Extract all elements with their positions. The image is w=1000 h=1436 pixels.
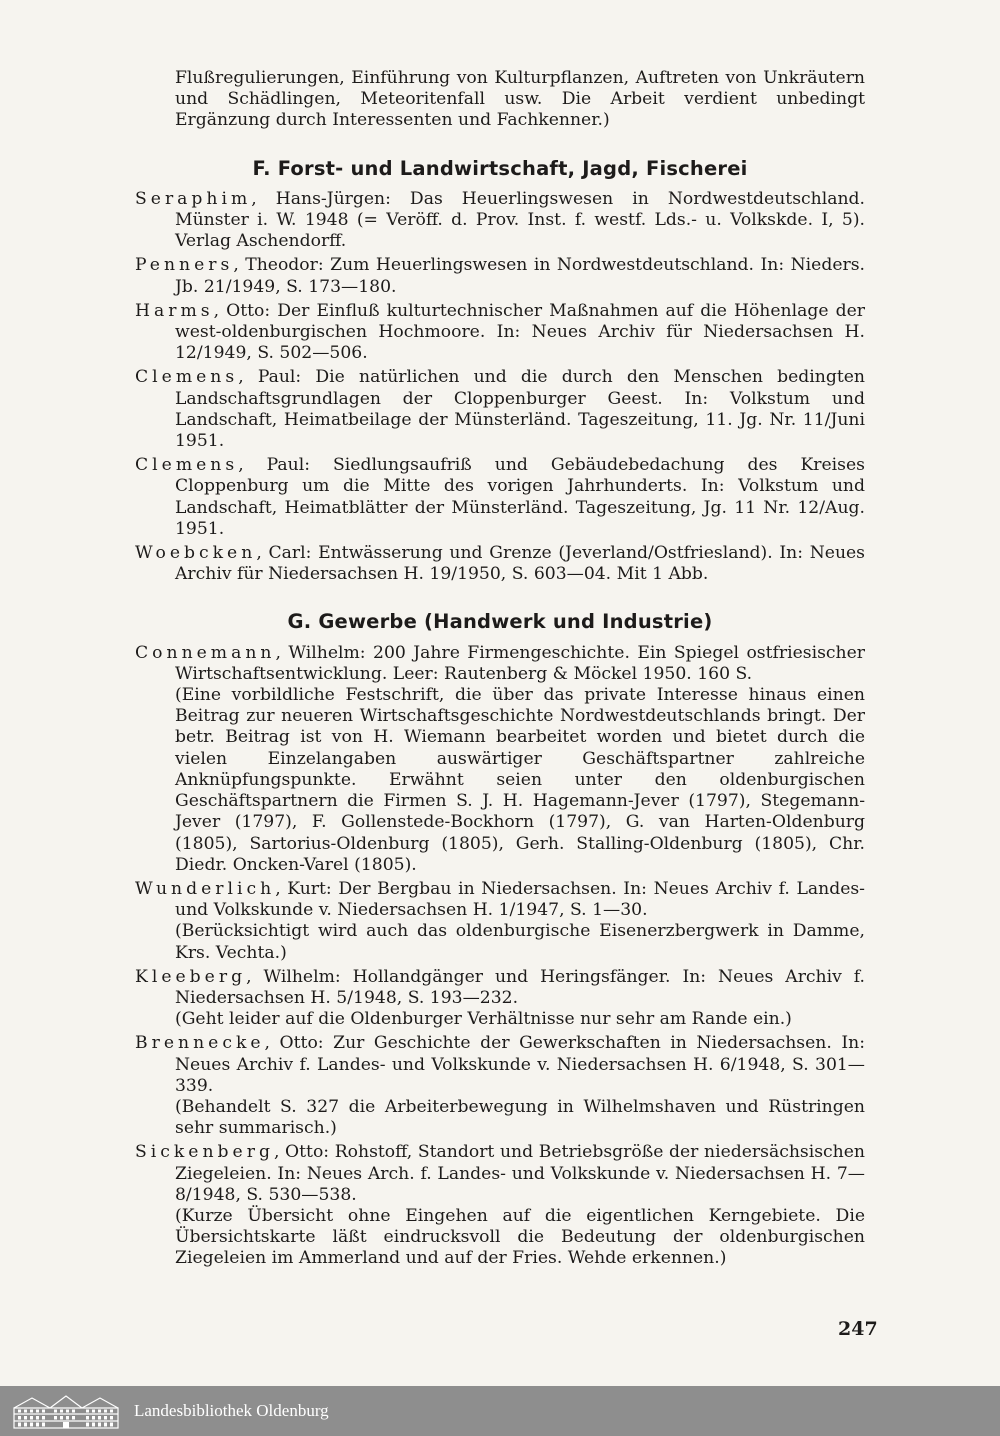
entry-text: , Hans-Jürgen: Das Heuerlingswesen in Nordwestdeutschland. Münster i. W. 1948 (= Veröff. d. Prov. Inst. f. westf. Lds.- u. Volkskde. I, 5). Verlag Aschendorff. [175,188,865,252]
intro-paragraph: Flußregulierungen, Einführung von Kulturpflanzen, Auftreten von Unkräutern und Schädlingen, Meteoritenfall usw. Die Arbeit verdient unbedingt Ergänzung durch Interessenten und Fachkenner.) [175,68,865,131]
bib-entry [135,189,865,253]
bib-entry [135,367,865,452]
bib-entry [135,1142,865,1206]
library-name: Landesbibliothek Oldenburg [134,1401,329,1420]
bib-entry-group [135,643,865,876]
library-building-icon [10,1392,122,1430]
entry-note: (Geht leider auf die Oldenburger Verhältnisse nur sehr am Rande ein.) [175,1009,792,1030]
bib-entry-group [135,967,865,1031]
bib-entry [135,255,865,297]
entry-text: , Wilhelm: Hollandgänger und Heringsfänger. In: Neues Archiv f. Niedersachsen H. 5/1948, S. 193—232. [175,966,865,1008]
page-number: 247 [838,1318,878,1340]
entry-author: Wunderlich [135,878,276,899]
entry-text: , Otto: Zur Geschichte der Gewerkschaften in Niedersachsen. In: Neues Archiv f. Landes- und Volkskunde v. Niedersachsen H. 6/1948, S. 301—339. [175,1033,865,1096]
bib-entry [135,643,865,685]
entry-author: Clemens [135,367,239,388]
section-f-heading: F. Forst- und Landwirtschaft, Jagd, Fischerei [252,156,748,180]
bib-entry [135,301,865,365]
entry-author: Sickenberg [135,1142,274,1163]
bib-entry [135,967,865,1009]
bib-entry-group [135,1142,865,1269]
bib-entry-group [135,879,865,964]
library-footer [0,1386,1000,1436]
section-g-heading: G. Gewerbe (Handwerk und Industrie) [287,610,713,634]
entry-author: Penners [135,255,234,276]
bib-entry [135,543,865,585]
bib-entry [135,455,865,540]
entry-text: , Kurt: Der Bergbau in Niedersachsen. In: Neues Archiv f. Landes- und Volkskunde v. Niedersachsen H. 1/1947, S. 1—30. [175,878,865,921]
entry-text: , Paul: Die natürlichen und die durch den Menschen bedingten Landschaftsgrundlagen der Cloppenburger Geest. In: Volkstum und Landschaft, Heimatbeilage der Münsterländ. Tageszeitung, 11. Jg. Nr. 11/Juni 1951. [175,367,865,452]
entry-text: , Otto: Der Einfluß kulturtechnischer Maßnahmen auf die Höhenlage der west-oldenburgischen Hochmoore. In: Neues Archiv für Niedersachsen H. 12/1949, S. 502—506. [175,300,865,364]
entry-text: , Paul: Siedlungsaufriß und Gebäudebedachung des Kreises Cloppenburg um die Mitte des vorigen Jahrhunderts. In: Volkstum und Landschaft, Heimatblätter der Münsterländ. Tageszeitung, Jg. 11 Nr. 12/Aug. 1951. [175,455,865,539]
entry-author: Kleeberg [135,966,247,987]
entry-text: , Carl: Entwässerung und Grenze (Jeverland/Ostfriesland). In: Neues Archiv für Niedersachsen H. 19/1950, S. 603—04. Mit 1 Abb. [175,543,865,585]
bib-entry-group [135,1033,865,1139]
bib-entry [135,879,865,921]
entry-note: (Eine vorbildliche Festschrift, die über das private Interesse hinaus einen Beitrag zur neueren Wirtschaftsgeschichte Nordwestdeutschlands bringt. Der betr. Beitrag ist von H. Wiemann bearbeitet worden und bietet durch die vielen Einzelangaben auswärtiger Geschäftspartner zahlreiche Anknüpfungspunkte. Erwähnt seien unter den oldenburgischen Geschäftspartnern die Firmen S. J. H. Hagemann-Jever (1797), Stegemann-Jever (1797), F. Gollenstede-Bockhorn (1797), G. van Harten-Oldenburg (1805), Sartorius-Oldenburg (1805), Gerh. Stalling-Oldenburg (1805), Chr. Diedr. Oncken-Varel (1805). [175,685,865,875]
bib-entry [135,1033,865,1097]
entry-author: Harms [135,300,214,321]
entry-author: Woebcken [135,543,257,564]
entry-text: , Wilhelm: 200 Jahre Firmengeschichte. Ein Spiegel ostfriesischer Wirtschaftsentwicklung. Leer: Rautenberg & Möckel 1950. 160 S. [175,642,865,684]
entry-author: Seraphim [135,188,252,209]
entry-author: Clemens [135,455,239,476]
page-content [135,68,865,1273]
entry-text: , Otto: Rohstoff, Standort und Betriebsgröße der niedersächsischen Ziegeleien. In: Neues Arch. f. Landes- und Volkskunde v. Niedersachsen H. 7—8/1948, S. 530—538. [175,1142,865,1205]
entry-note: (Berücksichtigt wird auch das oldenburgische Eisenerzbergwerk in Damme, Krs. Vechta.) [175,921,865,963]
entry-note: (Behandelt S. 327 die Arbeiterbewegung in Wilhelmshaven und Rüstringen sehr summarisch.) [175,1096,865,1139]
entry-text: , Theodor: Zum Heuerlingswesen in Nordwestdeutschland. In: Nieders. Jb. 21/1949, S. 173—180. [175,255,865,297]
entry-author: Brennecke [135,1033,265,1054]
entry-note: (Kurze Übersicht ohne Eingehen auf die eigentlichen Kerngebiete. Die Übersichtskarte läßt eindrucksvoll die Bedeutung der oldenburgischen Ziegeleien im Ammerland und auf der Fries. Wehde erkennen.) [175,1205,865,1269]
entry-author: Connemann [135,642,276,663]
